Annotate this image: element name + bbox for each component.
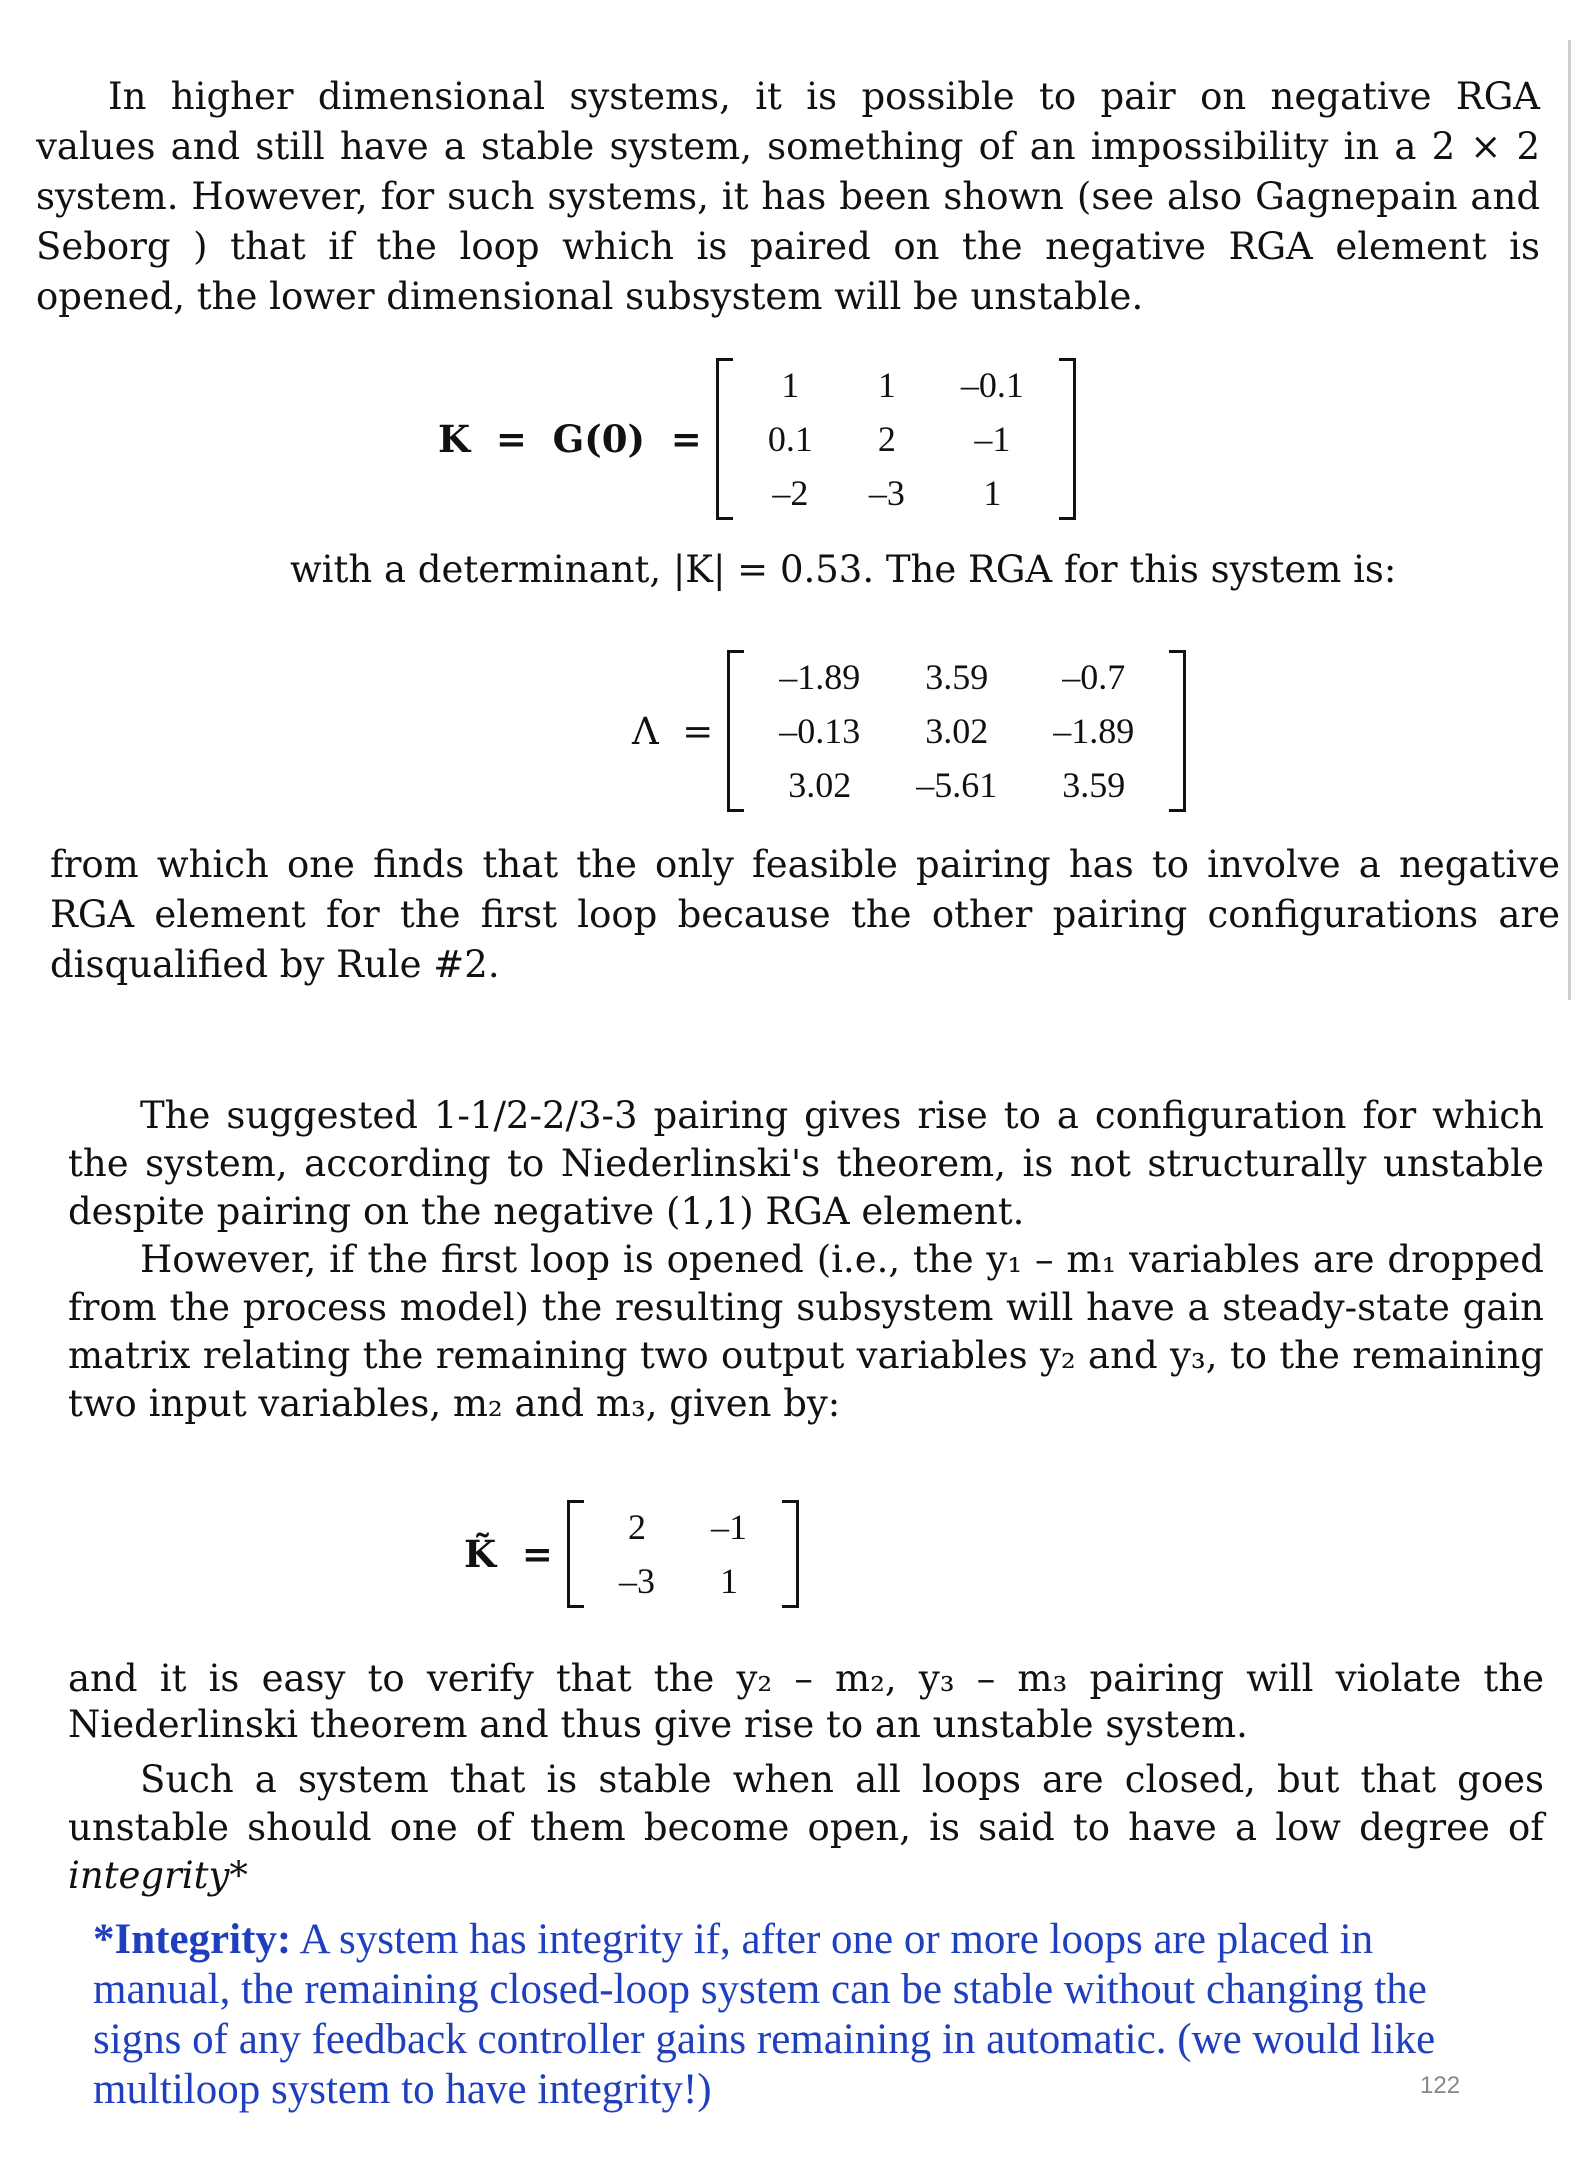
text-line: In higher dimensional systems, it is possible to pair on negative RGA (108, 75, 1540, 118)
text-line: despite pairing on the negative (1,1) RGA element. (68, 1190, 1025, 1233)
matrix-cell: –1.89 (779, 657, 861, 697)
matrix-cell: –1 (710, 1507, 747, 1547)
determinant-text: with a determinant, |K| = 0.53. The RGA for this system is: (290, 548, 1397, 591)
text-line: RGA element for the first loop because the other pairing configurations are (50, 893, 1560, 936)
matrix-cell: 1 (877, 365, 896, 405)
text-line: unstable should one of them become open, is said to have a low degree of (68, 1806, 1544, 1849)
rga-matrix-equation (632, 650, 1186, 812)
equation-lhs: K̃ = (464, 1532, 553, 1576)
matrix-bracket (727, 650, 1186, 812)
matrix-cell: 3.02 (788, 765, 852, 805)
niederlinski-paragraph (68, 1092, 1544, 1236)
matrix-cell: 1 (719, 1561, 738, 1601)
reduced-gain-matrix (591, 1500, 775, 1608)
matrix-cell: 2 (877, 419, 896, 459)
text-line: from the process model) the resulting subsystem will have a steady-state gain (68, 1286, 1544, 1329)
matrix-cell: –3 (618, 1561, 655, 1601)
reduced-gain-matrix-equation (464, 1500, 799, 1608)
rga-matrix (751, 650, 1162, 812)
footnote-text: A system has integrity if, after one or more loops are placed in manual, the remaining closed-loop system can be stable without changing the signs of any feedback controller gains remaining in automatic. (we would like multiloop system to have integrity!) (93, 1916, 1436, 2113)
matrix-cell: –2 (772, 473, 809, 513)
matrix-row (740, 466, 1052, 520)
matrix-cell: 0.1 (767, 419, 813, 459)
text-line: matrix relating the remaining two output variables y₂ and y₃, to the remaining (68, 1334, 1544, 1377)
matrix-bracket (567, 1500, 799, 1608)
text-line: system. However, for such systems, it has been shown (see also Gagnepain and (36, 175, 1540, 218)
matrix-row (591, 1554, 775, 1608)
matrix-row (751, 650, 1162, 704)
verification-paragraph (68, 1656, 1544, 1748)
text-line: integrity* (68, 1854, 248, 1897)
gain-matrix-equation (438, 358, 1076, 520)
matrix-cell: –0.13 (779, 711, 861, 751)
integrity-footnote (93, 1915, 1513, 2115)
text-line: values and still have a stable system, something of an impossibility in a 2 × 2 (36, 125, 1540, 168)
matrix-row (740, 412, 1052, 466)
text-line: and it is easy to verify that the y₂ – m₂, y₃ – m₃ pairing will violate the (68, 1657, 1544, 1700)
pairing-paragraph (50, 840, 1560, 990)
text-line: the system, according to Niederlinski's theorem, is not structurally unstable (68, 1142, 1544, 1185)
footnote-label: *Integrity: (93, 1916, 292, 1963)
matrix-cell: –3 (868, 473, 905, 513)
text-line: two input variables, m₂ and m₃, given by: (68, 1382, 841, 1425)
matrix-cell: –0.7 (1062, 657, 1126, 697)
matrix-bracket (716, 358, 1076, 520)
matrix-row (740, 358, 1052, 412)
page-margin-rule (1568, 40, 1571, 1000)
text-line: However, if the first loop is opened (i.e., the y₁ – m₁ variables are dropped (140, 1238, 1544, 1281)
matrix-cell: 2 (627, 1507, 646, 1547)
matrix-row (591, 1500, 775, 1554)
matrix-cell: 3.59 (925, 657, 989, 697)
text-line: Such a system that is stable when all loops are closed, but that goes (140, 1758, 1544, 1801)
text-line: Seborg ) that if the loop which is paired on the negative RGA element is (36, 225, 1540, 268)
matrix-cell: 1 (983, 473, 1002, 513)
text-line: opened, the lower dimensional subsystem will be unstable. (36, 275, 1144, 318)
matrix-cell: –1.89 (1053, 711, 1135, 751)
matrix-cell: –0.1 (960, 365, 1024, 405)
intro-paragraph (36, 72, 1540, 322)
subsystem-paragraph (68, 1236, 1544, 1428)
gain-matrix (740, 358, 1052, 520)
page-number: 122 (1420, 2072, 1461, 2099)
matrix-cell: 3.02 (925, 711, 989, 751)
matrix-cell: 1 (781, 365, 800, 405)
matrix-row (751, 704, 1162, 758)
integrity-paragraph (68, 1756, 1544, 1900)
matrix-cell: –1 (974, 419, 1011, 459)
matrix-cell: –5.61 (916, 765, 998, 805)
text-line: Niederlinski theorem and thus give rise to an unstable system. (68, 1703, 1248, 1746)
text-line: disqualified by Rule #2. (50, 943, 500, 986)
text-line: from which one finds that the only feasible pairing has to involve a negative (50, 843, 1560, 886)
matrix-row (751, 758, 1162, 812)
equation-lhs: K = G(0) = (438, 417, 702, 461)
text-line: The suggested 1-1/2-2/3-3 pairing gives rise to a configuration for which (140, 1094, 1544, 1137)
equation-lhs: Λ = (632, 709, 714, 753)
matrix-cell: 3.59 (1062, 765, 1126, 805)
